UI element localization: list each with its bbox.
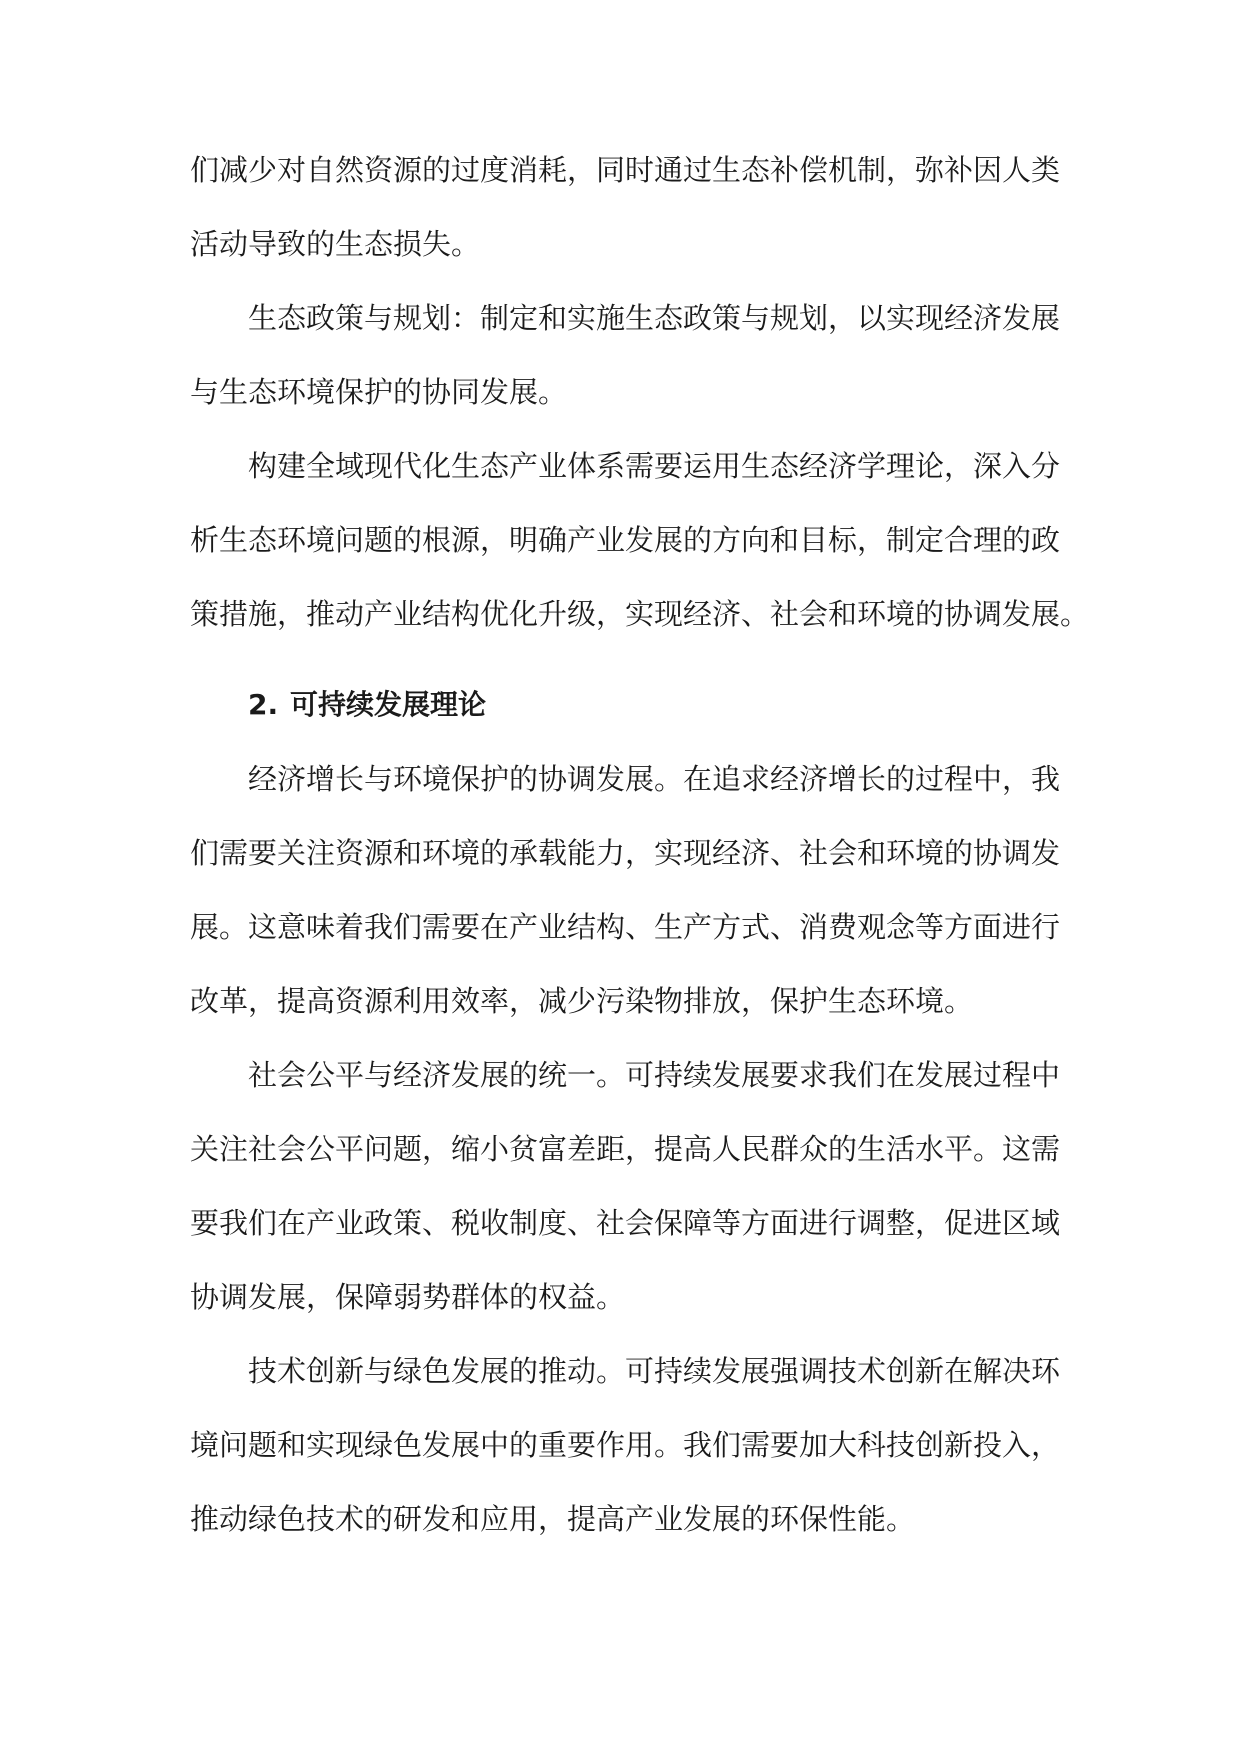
- text-line: 与生态环境保护的协同发展。: [190, 375, 568, 409]
- paragraph-resource-consumption: [190, 141, 1061, 289]
- text-line: 协调发展，保障弱势群体的权益。: [190, 1280, 626, 1314]
- text-line: 们需要关注资源和环境的承载能力，实现经济、社会和环境的协调发: [190, 836, 1061, 870]
- text-line: 活动导致的生态损失。: [190, 227, 481, 261]
- text-line: 们减少对自然资源的过度消耗，同时通过生态补偿机制，弥补因人类: [190, 153, 1061, 187]
- text-line: 关注社会公平问题，缩小贫富差距，提高人民群众的生活水平。这需: [190, 1132, 1061, 1166]
- section-spacer: [190, 659, 1052, 676]
- text-line: 策措施，推动产业结构优化升级，实现经济、社会和环境的协调发展。: [190, 597, 1090, 631]
- paragraph-ecological-policy: [190, 289, 1061, 437]
- paragraph-social-equity: [190, 1046, 1061, 1342]
- text-line: 要我们在产业政策、税收制度、社会保障等方面进行调整，促进区域: [190, 1206, 1061, 1240]
- paragraph-growth-environment: [190, 750, 1061, 1046]
- paragraph-tech-innovation: [190, 1342, 1061, 1564]
- text-line: 析生态环境问题的根源，明确产业发展的方向和目标，制定合理的政: [190, 523, 1061, 557]
- section-title: 可持续发展理论: [290, 688, 487, 721]
- text-line: 境问题和实现绿色发展中的重要作用。我们需要加大科技创新投入，: [190, 1428, 1061, 1462]
- section-number: 2.: [248, 688, 279, 721]
- text-line: 构建全域现代化生态产业体系需要运用生态经济学理论，深入分: [248, 449, 1061, 483]
- text-line: 生态政策与规划：制定和实施生态政策与规划，以实现经济发展: [248, 301, 1061, 335]
- document-body: [190, 141, 1090, 1564]
- text-line: 经济增长与环境保护的协调发展。在追求经济增长的过程中，我: [248, 762, 1061, 796]
- paragraph-industrial-system: [190, 437, 1090, 659]
- text-line: 推动绿色技术的研发和应用，提高产业发展的环保性能。: [190, 1502, 916, 1536]
- text-line: 社会公平与经济发展的统一。可持续发展要求我们在发展过程中: [248, 1058, 1061, 1092]
- text-line: 展。这意味着我们需要在产业结构、生产方式、消费观念等方面进行: [190, 910, 1061, 944]
- section-heading: [190, 676, 1052, 750]
- text-line: 技术创新与绿色发展的推动。可持续发展强调技术创新在解决环: [248, 1354, 1061, 1388]
- text-line: 改革，提高资源利用效率，减少污染物排放，保护生态环境。: [190, 984, 974, 1018]
